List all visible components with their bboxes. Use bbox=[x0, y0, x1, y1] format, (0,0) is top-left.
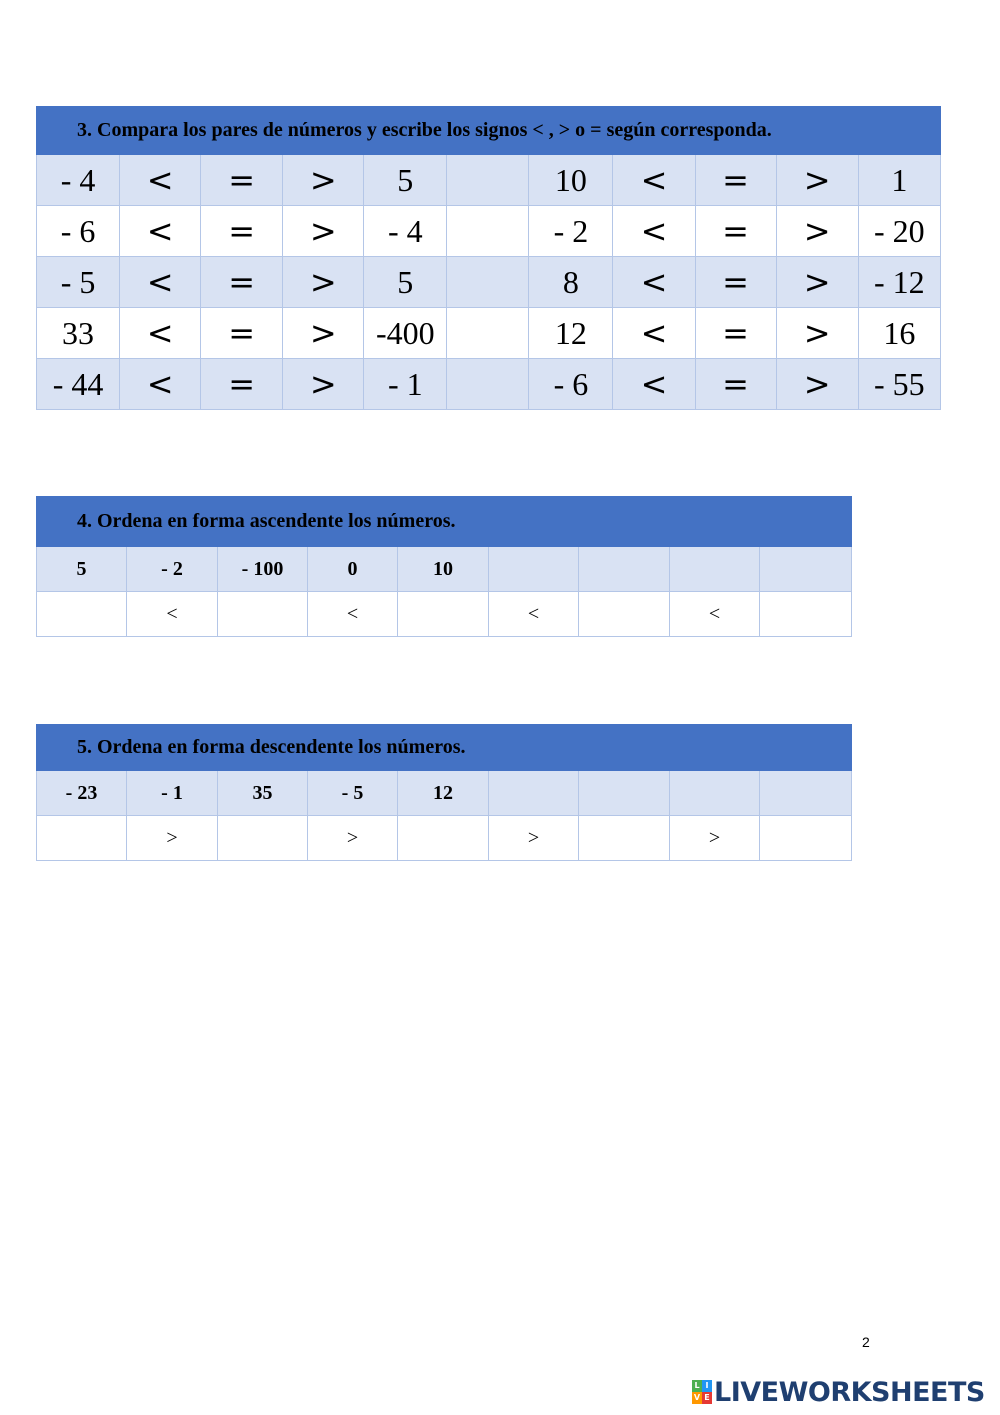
number-cell: 33 bbox=[37, 308, 120, 359]
greater-than-option[interactable]: > bbox=[283, 257, 364, 308]
number-cell: 10 bbox=[529, 155, 613, 206]
number-cell: 16 bbox=[858, 308, 940, 359]
table-row bbox=[37, 155, 941, 206]
number-cell: - 6 bbox=[37, 206, 120, 257]
greater-than-option[interactable]: > bbox=[283, 308, 364, 359]
less-than-sign: < bbox=[308, 592, 398, 637]
number-cell: - 5 bbox=[37, 257, 120, 308]
number-cell: - 5 bbox=[308, 771, 398, 816]
less-than-option[interactable]: < bbox=[120, 308, 201, 359]
table-row bbox=[37, 308, 941, 359]
number-cell: - 4 bbox=[364, 206, 447, 257]
empty-cell bbox=[670, 771, 760, 816]
number-cell: 1 bbox=[858, 155, 940, 206]
answer-field[interactable] bbox=[579, 816, 670, 861]
empty-cell bbox=[489, 771, 579, 816]
compare-table bbox=[36, 106, 941, 410]
greater-than-sign: > bbox=[670, 816, 760, 861]
table-row bbox=[37, 771, 852, 816]
exercise4-title: 4. Ordena en forma ascendente los números. bbox=[37, 497, 852, 547]
spacer-cell bbox=[447, 359, 529, 410]
answer-field[interactable] bbox=[398, 592, 489, 637]
empty-cell bbox=[579, 547, 670, 592]
less-than-sign: < bbox=[127, 592, 218, 637]
answer-field[interactable] bbox=[760, 816, 852, 861]
equals-option[interactable]: = bbox=[695, 359, 776, 410]
empty-cell bbox=[760, 547, 852, 592]
equals-option[interactable]: = bbox=[201, 359, 283, 410]
greater-than-sign: > bbox=[127, 816, 218, 861]
less-than-sign: < bbox=[670, 592, 760, 637]
less-than-option[interactable]: < bbox=[120, 257, 201, 308]
greater-than-option[interactable]: > bbox=[776, 359, 858, 410]
empty-cell bbox=[579, 771, 670, 816]
equals-option[interactable]: = bbox=[695, 206, 776, 257]
spacer-cell bbox=[447, 206, 529, 257]
less-than-option[interactable]: < bbox=[120, 359, 201, 410]
exercise5-title: 5. Ordena en forma descendente los números. bbox=[37, 725, 852, 771]
exercise3-title: 3. Compara los pares de números y escribe los signos < , > o = según corresponda. bbox=[37, 107, 941, 155]
number-cell: - 2 bbox=[529, 206, 613, 257]
answer-field[interactable] bbox=[37, 816, 127, 861]
number-cell: 5 bbox=[364, 155, 447, 206]
less-than-option[interactable]: < bbox=[613, 155, 695, 206]
greater-than-option[interactable]: > bbox=[776, 257, 858, 308]
number-cell: 12 bbox=[398, 771, 489, 816]
less-than-option[interactable]: < bbox=[613, 359, 695, 410]
equals-option[interactable]: = bbox=[201, 155, 283, 206]
greater-than-option[interactable]: > bbox=[776, 308, 858, 359]
answer-field[interactable] bbox=[579, 592, 670, 637]
less-than-sign: < bbox=[489, 592, 579, 637]
greater-than-option[interactable]: > bbox=[283, 359, 364, 410]
number-cell: - 20 bbox=[858, 206, 940, 257]
spacer-cell bbox=[447, 155, 529, 206]
answer-field[interactable] bbox=[760, 592, 852, 637]
spacer-cell bbox=[447, 308, 529, 359]
table-row bbox=[37, 359, 941, 410]
liveworksheets-logo-icon: L I V E bbox=[692, 1380, 712, 1404]
number-cell: 0 bbox=[308, 547, 398, 592]
number-cell: 8 bbox=[529, 257, 613, 308]
number-cell: - 12 bbox=[858, 257, 940, 308]
greater-than-sign: > bbox=[308, 816, 398, 861]
less-than-option[interactable]: < bbox=[613, 257, 695, 308]
number-cell: - 2 bbox=[127, 547, 218, 592]
number-cell: - 44 bbox=[37, 359, 120, 410]
number-cell: - 23 bbox=[37, 771, 127, 816]
number-cell: 12 bbox=[529, 308, 613, 359]
answer-field[interactable] bbox=[218, 592, 308, 637]
table-row bbox=[37, 816, 852, 861]
descending-order-table bbox=[36, 724, 852, 861]
number-cell: - 4 bbox=[37, 155, 120, 206]
number-cell: -400 bbox=[364, 308, 447, 359]
number-cell: - 55 bbox=[858, 359, 940, 410]
number-cell: - 1 bbox=[364, 359, 447, 410]
equals-option[interactable]: = bbox=[201, 308, 283, 359]
equals-option[interactable]: = bbox=[201, 206, 283, 257]
empty-cell bbox=[670, 547, 760, 592]
greater-than-option[interactable]: > bbox=[283, 206, 364, 257]
greater-than-option[interactable]: > bbox=[776, 206, 858, 257]
empty-cell bbox=[760, 771, 852, 816]
number-cell: 5 bbox=[364, 257, 447, 308]
table-row bbox=[37, 257, 941, 308]
ascending-order-table bbox=[36, 496, 852, 637]
page-number: 2 bbox=[862, 1334, 870, 1350]
less-than-option[interactable]: < bbox=[120, 155, 201, 206]
number-cell: 10 bbox=[398, 547, 489, 592]
number-cell: - 1 bbox=[127, 771, 218, 816]
answer-field[interactable] bbox=[398, 816, 489, 861]
liveworksheets-logo bbox=[692, 1374, 985, 1410]
greater-than-option[interactable]: > bbox=[776, 155, 858, 206]
number-cell: - 100 bbox=[218, 547, 308, 592]
greater-than-sign: > bbox=[489, 816, 579, 861]
empty-cell bbox=[489, 547, 579, 592]
table-row bbox=[37, 547, 852, 592]
number-cell: 35 bbox=[218, 771, 308, 816]
number-cell: - 6 bbox=[529, 359, 613, 410]
spacer-cell bbox=[447, 257, 529, 308]
equals-option[interactable]: = bbox=[695, 155, 776, 206]
number-cell: 5 bbox=[37, 547, 127, 592]
answer-field[interactable] bbox=[37, 592, 127, 637]
equals-option[interactable]: = bbox=[695, 308, 776, 359]
less-than-option[interactable]: < bbox=[120, 206, 201, 257]
greater-than-option[interactable]: > bbox=[283, 155, 364, 206]
table-row bbox=[37, 592, 852, 637]
answer-field[interactable] bbox=[218, 816, 308, 861]
table-row bbox=[37, 206, 941, 257]
equals-option[interactable]: = bbox=[695, 257, 776, 308]
less-than-option[interactable]: < bbox=[613, 308, 695, 359]
less-than-option[interactable]: < bbox=[613, 206, 695, 257]
logo-text: LIVEWORKSHEETS bbox=[714, 1376, 985, 1408]
equals-option[interactable]: = bbox=[201, 257, 283, 308]
